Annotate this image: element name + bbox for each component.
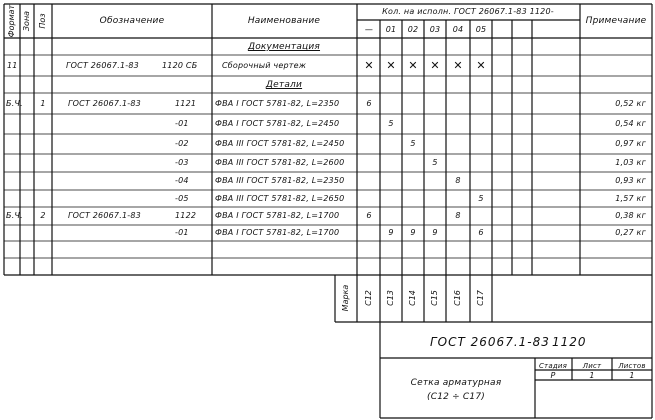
row-note: 0,54 кг: [615, 119, 646, 128]
title-designation: ГОСТ 26067.1-83: [430, 335, 550, 349]
docs-mark: ✕: [364, 59, 374, 72]
title-name-line2: (С12 ÷ С17): [427, 392, 485, 402]
row-pos: 1: [40, 99, 46, 108]
row-code: 1121: [175, 99, 197, 108]
row-code: -01: [175, 228, 189, 237]
row-qty: 8: [455, 211, 461, 220]
row-code: 1122: [175, 211, 197, 220]
docs-mark: ✕: [453, 59, 463, 72]
row-note: 0,52 кг: [615, 99, 646, 108]
title-name-line1: Сетка арматурная: [410, 378, 502, 388]
row-designation: ГОСТ 26067.1-83: [68, 99, 141, 108]
row-pos: 2: [40, 211, 46, 220]
row-note: 0,93 кг: [615, 176, 646, 185]
docs-mark: ✕: [430, 59, 440, 72]
header-note: Примечание: [585, 16, 647, 26]
row-code: -03: [175, 158, 189, 167]
mark-value: С16: [453, 290, 462, 306]
stage-value: Р: [550, 371, 556, 380]
docs-format: 11: [7, 61, 18, 70]
header-name: Наименование: [247, 16, 321, 26]
row-qty: 6: [478, 228, 484, 237]
row-qty: 9: [388, 228, 394, 237]
row-code: -02: [175, 139, 189, 148]
mark-value: С13: [386, 290, 395, 306]
row-name: ФВА III ГОСТ 5781-82, L=2650: [215, 194, 345, 203]
row-qty: 6: [366, 99, 372, 108]
row-note: 0,38 кг: [615, 211, 646, 220]
sheets-value: 1: [629, 371, 635, 380]
row-code: -01: [175, 119, 189, 128]
row-qty: 9: [410, 228, 416, 237]
sheet-value: 1: [589, 371, 595, 380]
docs-designation-suffix: 1120 СБ: [162, 61, 198, 70]
row-qty: 5: [432, 158, 438, 167]
row-name: ФВА III ГОСТ 5781-82, L=2600: [215, 158, 345, 167]
row-qty: 5: [388, 119, 394, 128]
stage-label: Стадия: [538, 362, 568, 370]
docs-mark: ✕: [408, 59, 418, 72]
qty-col-header: 01: [385, 25, 397, 34]
row-name: ФВА I ГОСТ 5781-82, L=1700: [215, 228, 340, 237]
header-qty-title: Кол. на исполн. ГОСТ 26067.1-83 1120-: [382, 7, 554, 16]
qty-col-header: —: [364, 25, 374, 34]
sheets-label: Листов: [618, 362, 646, 370]
title-code: 1120: [552, 335, 587, 349]
mark-value: С17: [476, 290, 485, 306]
row-qty: 5: [410, 139, 416, 148]
docs-mark: ✕: [386, 59, 396, 72]
sheet-label: Лист: [582, 362, 602, 370]
row-note: 0,97 кг: [615, 139, 646, 148]
header-pos: Поз: [38, 13, 47, 29]
qty-col-header: 03: [429, 25, 441, 34]
row-name: ФВА I ГОСТ 5781-82, L=2350: [215, 99, 340, 108]
row-name: ФВА I ГОСТ 5781-82, L=1700: [215, 211, 340, 220]
mark-value: С15: [430, 290, 439, 306]
header-designation: Обозначение: [99, 16, 165, 26]
qty-col-header: 02: [407, 25, 419, 34]
row-code: -04: [175, 176, 189, 185]
mark-value: С14: [408, 290, 417, 306]
row-code: -05: [175, 194, 189, 203]
docs-mark: ✕: [476, 59, 486, 72]
row-name: ФВА III ГОСТ 5781-82, L=2350: [215, 176, 345, 185]
row-name: ФВА I ГОСТ 5781-82, L=2450: [215, 119, 340, 128]
row-note: 0,27 кг: [615, 228, 646, 237]
row-qty: 9: [432, 228, 438, 237]
section-documentation: Документация: [247, 42, 321, 52]
row-name: ФВА III ГОСТ 5781-82, L=2450: [215, 139, 345, 148]
row-qty: 8: [455, 176, 461, 185]
row-qty: 6: [366, 211, 372, 220]
qty-col-header: 05: [475, 25, 487, 34]
docs-designation: ГОСТ 26067.1-83: [66, 61, 139, 70]
row-designation: ГОСТ 26067.1-83: [68, 211, 141, 220]
header-format: Формат: [7, 4, 16, 38]
row-format: Б.Ч.: [6, 99, 23, 108]
marks-label: Марка: [341, 284, 350, 312]
row-qty: 5: [478, 194, 484, 203]
row-note: 1,03 кг: [615, 158, 646, 167]
row-format: Б.Ч.: [6, 211, 23, 220]
mark-value: С12: [364, 290, 373, 306]
docs-name: Сборочный чертеж: [222, 61, 307, 70]
header-zone: Зона: [22, 10, 31, 32]
qty-col-header: 04: [452, 25, 464, 34]
row-note: 1,57 кг: [615, 194, 646, 203]
section-parts: Детали: [265, 80, 303, 90]
